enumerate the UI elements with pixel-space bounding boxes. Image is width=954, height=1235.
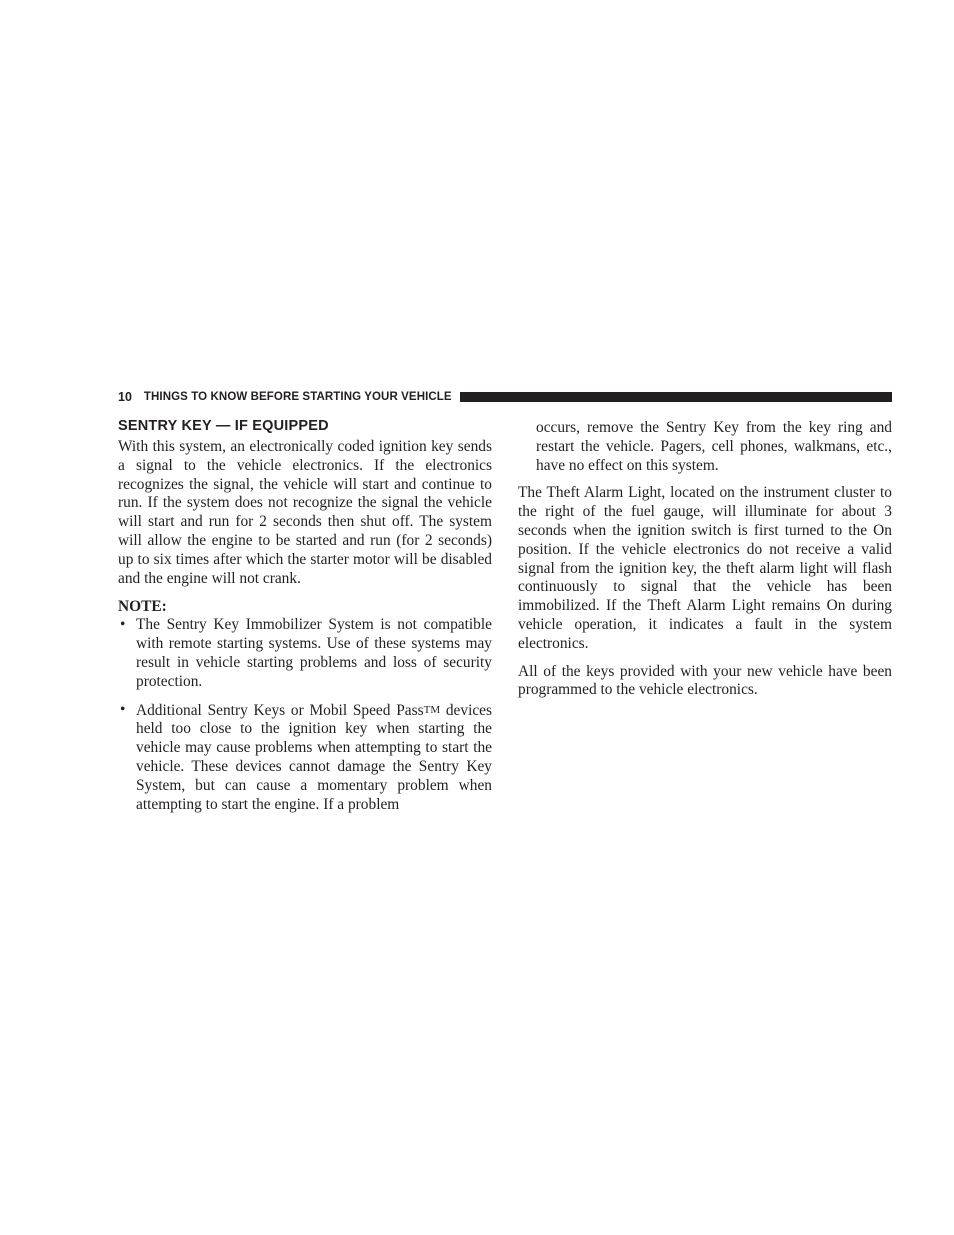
intro-paragraph: With this system, an electronically coded ignition key sends a signal to the vehicle electronics. If the electronics recognizes the signal, the vehicle will start and continue to run. If the system does not recognize the signal the vehicle will start and run for 2 seconds then shut off. The system will allow the engine to be started and run (for 2 seconds) up to six times after which the starter motor will be disabled and the engine will not crank. [118,438,492,587]
bullet-text [136,702,492,813]
header-rule [460,392,892,402]
page-header [118,389,892,405]
bullet-text: The Sentry Key Immobilizer System is not compatible with remote starting systems. Use of these systems may result in vehicle starting problems and loss of security protection. [136,616,492,690]
list-item [118,616,492,691]
right-column [518,416,892,700]
keys-programmed-paragraph: All of the keys provided with your new vehicle have been programmed to the vehicle electronics. [518,662,892,699]
theft-alarm-paragraph: The Theft Alarm Light, located on the instrument cluster to the right of the fuel gauge, will illuminate for about 3 seconds when the ignition switch is first turned to the On position. If the vehicle electronics do not receive a valid signal from the ignition key, the theft alarm light will flash continuously to signal that the vehicle has been immobilized. If the Theft Alarm Light remains On during vehicle operation, it indicates a fault in the system electronics. [518,484,892,652]
bullet-text-part: Additional Sentry Keys or Mobil Speed Pass [136,701,424,719]
page-number: 10 [118,390,132,404]
bullet-icon: • [120,700,126,718]
list-item [118,701,492,815]
bullet-continuation: occurs, remove the Sentry Key from the key ring and restart the vehicle. Pagers, cell phones, walkmans, etc., have no effect on this system. [536,419,892,474]
bullet-text-part: devices held too close to the ignition key when starting the vehicle may cause problems when attempting to start the vehicle. These devices cannot damage the Sentry Key System, but can cause a momentary problem when attempting to start the engine. If a problem [136,701,492,813]
note-label: NOTE: [118,598,167,616]
trademark-symbol: TM [423,703,441,716]
left-column [118,416,492,814]
running-title: THINGS TO KNOW BEFORE STARTING YOUR VEHICLE [143,391,452,403]
section-heading: SENTRY KEY — IF EQUIPPED [118,418,329,434]
note-bullet-list [118,616,492,814]
bullet-icon: • [120,616,126,634]
